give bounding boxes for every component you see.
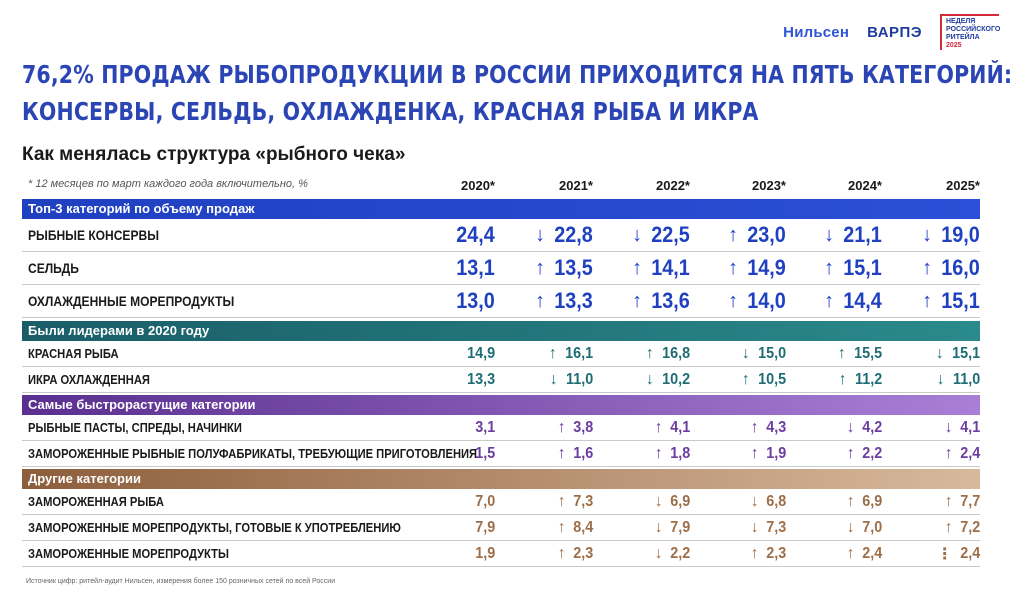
table-row xyxy=(22,252,980,285)
table-row xyxy=(22,515,980,541)
value-cell xyxy=(890,341,980,366)
value-cell xyxy=(792,415,882,440)
value-text: 16,1 xyxy=(564,344,593,362)
value-cell xyxy=(696,489,786,514)
value-text: 23,0 xyxy=(747,222,786,247)
value-cell xyxy=(696,252,786,284)
value-text: 1,9 xyxy=(765,444,786,462)
year-4: 2024* xyxy=(848,178,882,193)
value-text: 7,9 xyxy=(669,518,690,536)
retail-week-logo-year: 2025 xyxy=(946,42,962,49)
value-cell xyxy=(696,285,786,317)
value-cell xyxy=(405,285,495,317)
value-text: 10,5 xyxy=(757,370,786,388)
value-cell xyxy=(792,219,882,251)
value-text: 2,3 xyxy=(572,544,593,562)
value-cell xyxy=(600,341,690,366)
year-1: 2021* xyxy=(559,178,593,193)
value-text: 3,8 xyxy=(572,418,593,436)
row-label: КРАСНАЯ РЫБА xyxy=(28,346,119,361)
value-cell xyxy=(792,489,882,514)
arrow-down-icon: ↓ xyxy=(944,418,953,436)
value-cell xyxy=(503,285,593,317)
value-text: 3,1 xyxy=(474,418,495,436)
logos xyxy=(783,14,999,50)
value-cell xyxy=(503,541,593,566)
arrow-up-icon: ↑ xyxy=(922,256,933,279)
value-text: 4,3 xyxy=(765,418,786,436)
value-cell xyxy=(600,415,690,440)
value-text: 2,2 xyxy=(669,544,690,562)
arrow-down-icon: ↓ xyxy=(654,544,663,562)
arrow-down-icon: ↓ xyxy=(535,223,546,246)
value-text: 6,9 xyxy=(861,492,882,510)
arrow-up-icon: ↑ xyxy=(846,492,855,510)
arrow-up-icon: ↑ xyxy=(728,223,739,246)
value-cell xyxy=(503,515,593,540)
value-cell xyxy=(792,515,882,540)
value-text: 1,5 xyxy=(474,444,495,462)
row-label: ЗАМОРОЖЕННЫЕ МОРЕПРОДУКТЫ, ГОТОВЫЕ К УПОТРЕБЛЕНИЮ xyxy=(28,520,401,535)
value-text: 10,2 xyxy=(661,370,690,388)
value-text: 22,8 xyxy=(554,222,593,247)
row-label: ИКРА ОХЛАЖДЕННАЯ xyxy=(28,372,150,387)
arrow-up-icon: ↑ xyxy=(846,444,855,462)
value-text: 15,1 xyxy=(941,288,980,313)
value-text: 14,1 xyxy=(651,255,690,280)
arrow-up-icon: ↑ xyxy=(846,544,855,562)
value-text: 2,4 xyxy=(861,544,882,562)
year-header xyxy=(0,178,1021,194)
title-line-2: КОНСЕРВЫ, СЕЛЬДЬ, ОХЛАЖДЕНКА, КРАСНАЯ РЫБА И ИКРА xyxy=(22,97,759,126)
retail-week-logo-line1: НЕДЕЛЯ xyxy=(946,18,976,25)
value-text: 11,0 xyxy=(565,370,593,388)
arrow-up-icon: ↑ xyxy=(557,444,566,462)
value-cell xyxy=(890,285,980,317)
value-text: 11,2 xyxy=(854,370,882,388)
value-cell xyxy=(792,252,882,284)
arrow-up-icon: ↑ xyxy=(741,370,750,388)
value-text: 2,4 xyxy=(959,444,980,462)
arrow-up-icon: ↑ xyxy=(824,256,835,279)
value-text: 7,7 xyxy=(959,492,980,510)
arrow-up-icon: ↑ xyxy=(944,492,953,510)
value-cell xyxy=(600,252,690,284)
value-cell xyxy=(696,441,786,466)
value-text: 7,9 xyxy=(474,518,495,536)
arrow-up-icon: ↑ xyxy=(728,289,739,312)
value-cell xyxy=(792,341,882,366)
value-cell xyxy=(696,415,786,440)
arrow-down-icon: ↓ xyxy=(824,223,835,246)
value-text: 11,0 xyxy=(952,370,980,388)
arrow-down-icon: ↓ xyxy=(922,223,933,246)
title-line-1: 76,2% ПРОДАЖ РЫБОПРОДУКЦИИ В РОССИИ ПРИХОДИТСЯ НА ПЯТЬ КАТЕГОРИЙ: xyxy=(22,60,1013,89)
value-cell xyxy=(503,219,593,251)
value-cell xyxy=(696,515,786,540)
arrow-down-icon: ↓ xyxy=(935,344,944,362)
value-cell xyxy=(600,285,690,317)
value-text: 8,4 xyxy=(572,518,593,536)
arrow-up-icon: ↑ xyxy=(654,444,663,462)
value-cell xyxy=(890,489,980,514)
arrow-up-icon: ↑ xyxy=(557,492,566,510)
value-text: 4,2 xyxy=(861,418,882,436)
arrow-down-icon: ↓ xyxy=(750,492,759,510)
value-text: 16,0 xyxy=(941,255,980,280)
arrow-up-icon: ↑ xyxy=(824,289,835,312)
value-cell xyxy=(890,415,980,440)
arrow-up-icon: ↑ xyxy=(750,444,759,462)
arrow-up-icon: ↑ xyxy=(632,256,643,279)
arrow-down-icon: ↓ xyxy=(654,492,663,510)
value-cell xyxy=(405,441,495,466)
value-text: 15,0 xyxy=(757,344,786,362)
table-row xyxy=(22,441,980,467)
dots-icon: ⋮ xyxy=(936,545,953,563)
value-cell xyxy=(405,252,495,284)
arrow-up-icon: ↑ xyxy=(944,444,953,462)
arrow-up-icon: ↑ xyxy=(645,344,654,362)
value-text: 22,5 xyxy=(651,222,690,247)
value-text: 19,0 xyxy=(941,222,980,247)
row-label: ЗАМОРОЖЕННАЯ РЫБА xyxy=(28,494,164,509)
varpe-logo: ВАРПЭ xyxy=(867,23,922,41)
table-row xyxy=(22,367,980,393)
value-text: 1,9 xyxy=(474,544,495,562)
value-cell xyxy=(600,541,690,566)
value-cell xyxy=(600,441,690,466)
row-label: ЗАМОРОЖЕННЫЕ МОРЕПРОДУКТЫ xyxy=(28,546,229,561)
nielsen-logo: Нильсен xyxy=(783,23,850,41)
subtitle: Как менялась структура «рыбного чека» xyxy=(22,144,406,165)
value-cell xyxy=(405,219,495,251)
arrow-up-icon: ↑ xyxy=(944,518,953,536)
year-2: 2022* xyxy=(656,178,690,193)
table-row xyxy=(22,415,980,441)
value-cell xyxy=(600,367,690,392)
arrow-down-icon: ↓ xyxy=(632,223,643,246)
arrow-up-icon: ↑ xyxy=(548,344,557,362)
value-text: 13,1 xyxy=(456,255,495,280)
arrow-up-icon: ↑ xyxy=(838,370,847,388)
arrow-down-icon: ↓ xyxy=(936,370,945,388)
arrow-up-icon: ↑ xyxy=(654,418,663,436)
arrow-down-icon: ↓ xyxy=(846,518,855,536)
footnote: * 12 месяцев по март каждого года включительно, % xyxy=(28,178,308,190)
value-cell xyxy=(696,219,786,251)
row-label: РЫБНЫЕ КОНСЕРВЫ xyxy=(28,227,159,243)
value-text: 21,1 xyxy=(843,222,882,247)
arrow-up-icon: ↑ xyxy=(750,418,759,436)
arrow-down-icon: ↓ xyxy=(645,370,654,388)
value-cell xyxy=(696,367,786,392)
table-row xyxy=(22,489,980,515)
value-cell xyxy=(792,441,882,466)
value-text: 4,1 xyxy=(959,418,980,436)
value-text: 7,3 xyxy=(765,518,786,536)
value-text: 14,0 xyxy=(747,288,786,313)
arrow-down-icon: ↓ xyxy=(549,370,558,388)
group-header-fastest: Самые быстрорастущие категории xyxy=(22,395,980,415)
retail-week-logo xyxy=(940,14,999,50)
table-row xyxy=(22,219,980,252)
value-text: 7,0 xyxy=(474,492,495,510)
value-cell xyxy=(890,219,980,251)
arrow-up-icon: ↑ xyxy=(750,544,759,562)
group-header-top3: Топ-3 категорий по объему продаж xyxy=(22,199,980,219)
value-cell xyxy=(405,341,495,366)
value-cell xyxy=(503,252,593,284)
value-cell xyxy=(890,441,980,466)
value-cell xyxy=(405,367,495,392)
value-text: 1,8 xyxy=(669,444,690,462)
year-0: 2020* xyxy=(461,178,495,193)
row-label: ЗАМОРОЖЕННЫЕ РЫБНЫЕ ПОЛУФАБРИКАТЫ, ТРЕБУЮЩИЕ ПРИГОТОВЛЕНИЯ xyxy=(28,446,478,461)
group-header-leaders: Были лидерами в 2020 году xyxy=(22,321,980,341)
value-text: 13,3 xyxy=(554,288,593,313)
arrow-up-icon: ↑ xyxy=(837,344,846,362)
value-cell xyxy=(503,441,593,466)
value-cell xyxy=(890,515,980,540)
value-cell xyxy=(890,367,980,392)
value-text: 2,4 xyxy=(959,544,980,562)
value-text: 14,4 xyxy=(843,288,882,313)
arrow-up-icon: ↑ xyxy=(922,289,933,312)
value-cell xyxy=(890,252,980,284)
value-cell xyxy=(792,285,882,317)
value-text: 13,3 xyxy=(466,370,495,388)
table-row xyxy=(22,541,980,567)
arrow-up-icon: ↑ xyxy=(557,544,566,562)
value-text: 2,3 xyxy=(765,544,786,562)
arrow-down-icon: ↓ xyxy=(741,344,750,362)
retail-week-logo-line3: РИТЕЙЛА xyxy=(946,34,980,41)
value-text: 15,5 xyxy=(853,344,882,362)
year-3: 2023* xyxy=(752,178,786,193)
value-text: 15,1 xyxy=(951,344,980,362)
arrow-down-icon: ↓ xyxy=(750,518,759,536)
value-text: 1,6 xyxy=(572,444,593,462)
value-cell xyxy=(405,541,495,566)
value-text: 16,8 xyxy=(661,344,690,362)
value-text: 7,2 xyxy=(959,518,980,536)
value-cell xyxy=(503,489,593,514)
value-text: 7,0 xyxy=(861,518,882,536)
value-cell xyxy=(696,541,786,566)
row-label: СЕЛЬДЬ xyxy=(28,260,79,276)
arrow-down-icon: ↓ xyxy=(846,418,855,436)
value-text: 13,6 xyxy=(651,288,690,313)
value-text: 24,4 xyxy=(456,222,495,247)
value-cell xyxy=(503,415,593,440)
value-text: 13,5 xyxy=(554,255,593,280)
page-title xyxy=(22,56,1013,130)
value-text: 6,9 xyxy=(669,492,690,510)
row-label: ОХЛАЖДЕННЫЕ МОРЕПРОДУКТЫ xyxy=(28,293,235,309)
value-cell xyxy=(890,541,980,566)
value-cell xyxy=(696,341,786,366)
value-text: 4,1 xyxy=(669,418,690,436)
retail-week-logo-line2: РОССИЙСКОГО xyxy=(946,26,1001,33)
value-text: 13,0 xyxy=(456,288,495,313)
value-text: 14,9 xyxy=(466,344,495,362)
value-cell xyxy=(600,219,690,251)
value-cell xyxy=(405,515,495,540)
value-cell xyxy=(503,367,593,392)
row-label: РЫБНЫЕ ПАСТЫ, СПРЕДЫ, НАЧИНКИ xyxy=(28,420,242,435)
value-text: 6,8 xyxy=(765,492,786,510)
year-5: 2025* xyxy=(946,178,980,193)
arrow-up-icon: ↑ xyxy=(535,256,546,279)
value-cell xyxy=(792,367,882,392)
arrow-up-icon: ↑ xyxy=(557,518,566,536)
value-text: 14,9 xyxy=(747,255,786,280)
group-header-other: Другие категории xyxy=(22,469,980,489)
value-text: 7,3 xyxy=(572,492,593,510)
arrow-up-icon: ↑ xyxy=(557,418,566,436)
value-cell xyxy=(503,341,593,366)
table-row xyxy=(22,341,980,367)
value-text: 15,1 xyxy=(843,255,882,280)
arrow-up-icon: ↑ xyxy=(535,289,546,312)
value-cell xyxy=(600,489,690,514)
value-cell xyxy=(792,541,882,566)
arrow-up-icon: ↑ xyxy=(632,289,643,312)
source-note: Источник цифр: ритейл-аудит Нильсен, измерения более 150 розничных сетей по всей России xyxy=(26,578,336,585)
value-cell xyxy=(405,489,495,514)
table-row xyxy=(22,285,980,318)
value-cell xyxy=(405,415,495,440)
value-cell xyxy=(600,515,690,540)
arrow-up-icon: ↑ xyxy=(728,256,739,279)
value-text: 2,2 xyxy=(861,444,882,462)
arrow-down-icon: ↓ xyxy=(654,518,663,536)
